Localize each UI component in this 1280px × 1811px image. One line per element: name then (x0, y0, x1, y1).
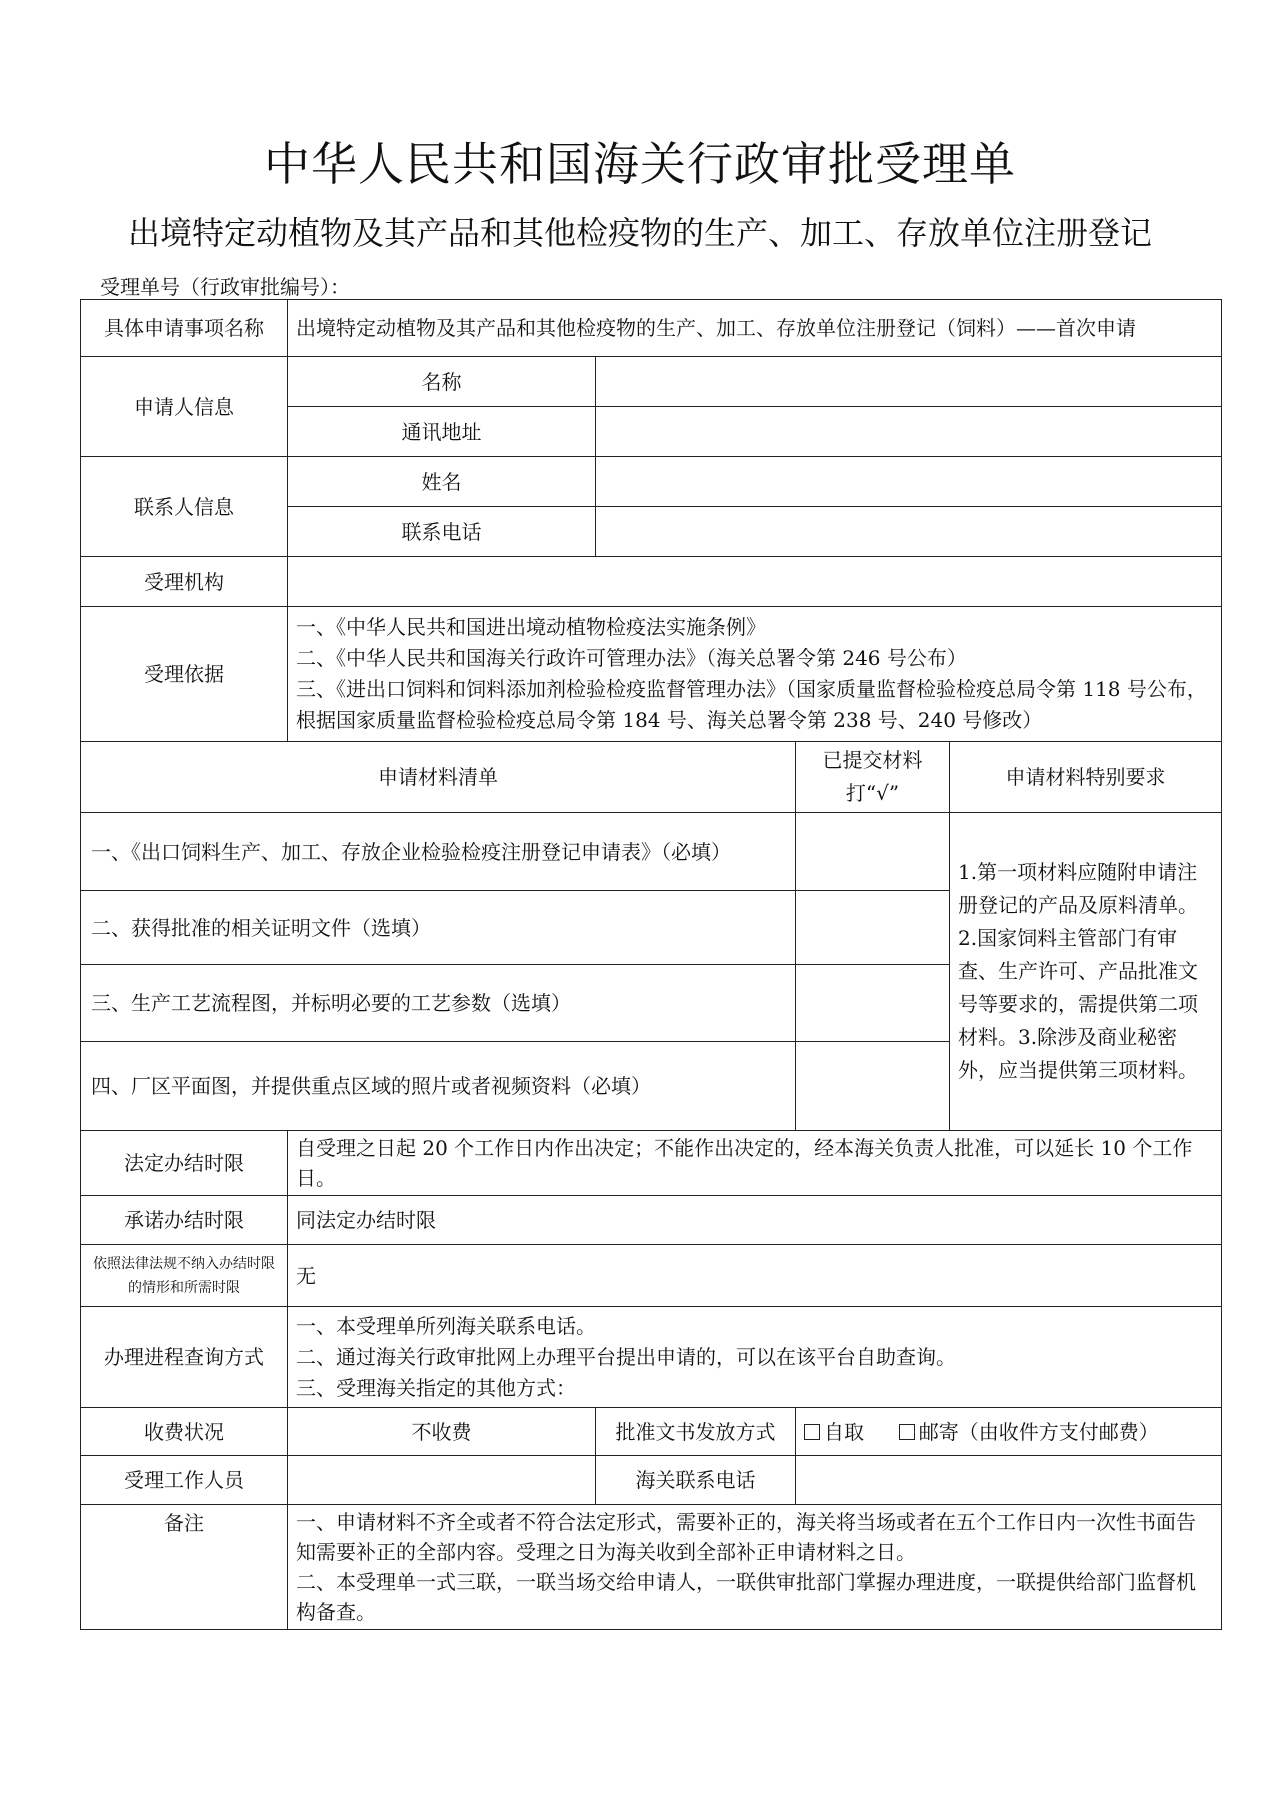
fee-value: 不收费 (288, 1408, 596, 1456)
progress-query-line: 三、受理海关指定的其他方式： (296, 1375, 576, 1400)
material-checkbox[interactable] (796, 1042, 950, 1131)
checkbox-icon (899, 1424, 915, 1440)
excluded-time-value: 无 (288, 1245, 1222, 1307)
basis-label: 受理依据 (81, 607, 288, 742)
item-label: 具体申请事项名称 (81, 300, 288, 357)
option-self-checkbox[interactable] (804, 1420, 864, 1444)
promise-time-label: 承诺办结时限 (81, 1196, 288, 1245)
basis-line: 一、《中华人民共和国进出境动植物检疫法实施条例》 (296, 615, 766, 639)
contact-name-field[interactable] (596, 457, 1222, 507)
applicant-label: 申请人信息 (81, 357, 288, 457)
contact-phone-field[interactable] (596, 507, 1222, 557)
basis-line: 二、《中华人民共和国海关行政许可管理办法》（海关总署令第 246 号公布） (296, 646, 967, 670)
contact-name-label: 姓名 (288, 457, 596, 507)
remarks-line: 一、申请材料不齐全或者不符合法定形式，需要补正的，海关将当场或者在五个工作日内一次性书面告知需要补正的全部内容。受理之日为海关收到全部补正申请材料之日。 (296, 1510, 1196, 1564)
materials-requirements-header: 申请材料特别要求 (950, 742, 1222, 813)
fee-label: 收费状况 (81, 1408, 288, 1456)
staff-label: 受理工作人员 (81, 1456, 288, 1505)
progress-query-line: 二、通过海关行政审批网上办理平台提出申请的，可以在该平台自助查询。 (296, 1344, 956, 1369)
checkbox-icon (804, 1424, 820, 1440)
option-mail-checkbox[interactable] (899, 1420, 1159, 1444)
option-self-label: 自取 (824, 1419, 864, 1444)
material-checkbox[interactable] (796, 965, 950, 1042)
materials-requirements-text: 1.第一项材料应随附申请注册登记的产品及原料清单。2.国家饲料主管部门有审查、生产许可、产品批准文号等要求的，需提供第二项材料。3.除涉及商业秘密外，应当提供第三项材料。 (950, 813, 1222, 1131)
legal-time-value: 自受理之日起 20 个工作日内作出决定；不能作出决定的，经本海关负责人批准，可以延长 10 个工作日。 (288, 1131, 1222, 1196)
staff-field[interactable] (288, 1456, 596, 1505)
promise-time-value: 同法定办结时限 (288, 1196, 1222, 1245)
contact-label: 联系人信息 (81, 457, 288, 557)
delivery-label: 批准文书发放方式 (596, 1408, 796, 1456)
material-item: 二、获得批准的相关证明文件（选填） (81, 891, 796, 965)
material-item: 三、生产工艺流程图，并标明必要的工艺参数（选填） (81, 965, 796, 1042)
agency-label: 受理机构 (81, 557, 288, 607)
customs-phone-field[interactable] (796, 1456, 1222, 1505)
material-checkbox[interactable] (796, 891, 950, 965)
acceptance-form-table (80, 299, 1222, 1630)
materials-submitted-header: 已提交材料打“√” (796, 742, 950, 813)
progress-query-line: 一、本受理单所列海关联系电话。 (296, 1313, 596, 1338)
applicant-address-field[interactable] (596, 407, 1222, 457)
excluded-time-label: 依照法律法规不纳入办结时限的情形和所需时限 (81, 1245, 288, 1307)
agency-field[interactable] (288, 557, 1222, 607)
basis-line: 三、《进出口饲料和饲料添加剂检验检疫监督管理办法》（国家质量监督检验检疫总局令第 118 号公布，根据国家质量监督检验检疫总局令第 184 号、海关总署令第 238 号、240 号修改） (296, 677, 1207, 732)
material-item: 一、《出口饲料生产、加工、存放企业检验检疫注册登记申请表》（必填） (81, 813, 796, 891)
accept-number-label: 受理单号（行政审批编号）： (100, 275, 350, 299)
option-mail-label: 邮寄（由收件方支付邮费） (918, 1419, 1159, 1444)
applicant-address-label: 通讯地址 (288, 407, 596, 457)
remarks-line: 二、本受理单一式三联，一联当场交给申请人，一联供审批部门掌握办理进度，一联提供给部门监督机构备查。 (296, 1570, 1196, 1624)
item-value: 出境特定动植物及其产品和其他检疫物的生产、加工、存放单位注册登记（饲料）——首次申请 (288, 300, 1222, 357)
material-checkbox[interactable] (796, 813, 950, 891)
contact-phone-label: 联系电话 (288, 507, 596, 557)
page-title: 中华人民共和国海关行政审批受理单 (264, 137, 1016, 191)
applicant-name-field[interactable] (596, 357, 1222, 407)
applicant-name-label: 名称 (288, 357, 596, 407)
remarks-label: 备注 (81, 1505, 288, 1630)
progress-query-label: 办理进程查询方式 (81, 1307, 288, 1408)
customs-phone-label: 海关联系电话 (596, 1456, 796, 1505)
material-item: 四、厂区平面图，并提供重点区域的照片或者视频资料（必填） (81, 1042, 796, 1131)
page-subtitle: 出境特定动植物及其产品和其他检疫物的生产、加工、存放单位注册登记 (127, 214, 1152, 252)
materials-list-header: 申请材料清单 (81, 742, 796, 813)
legal-time-label: 法定办结时限 (81, 1131, 288, 1196)
